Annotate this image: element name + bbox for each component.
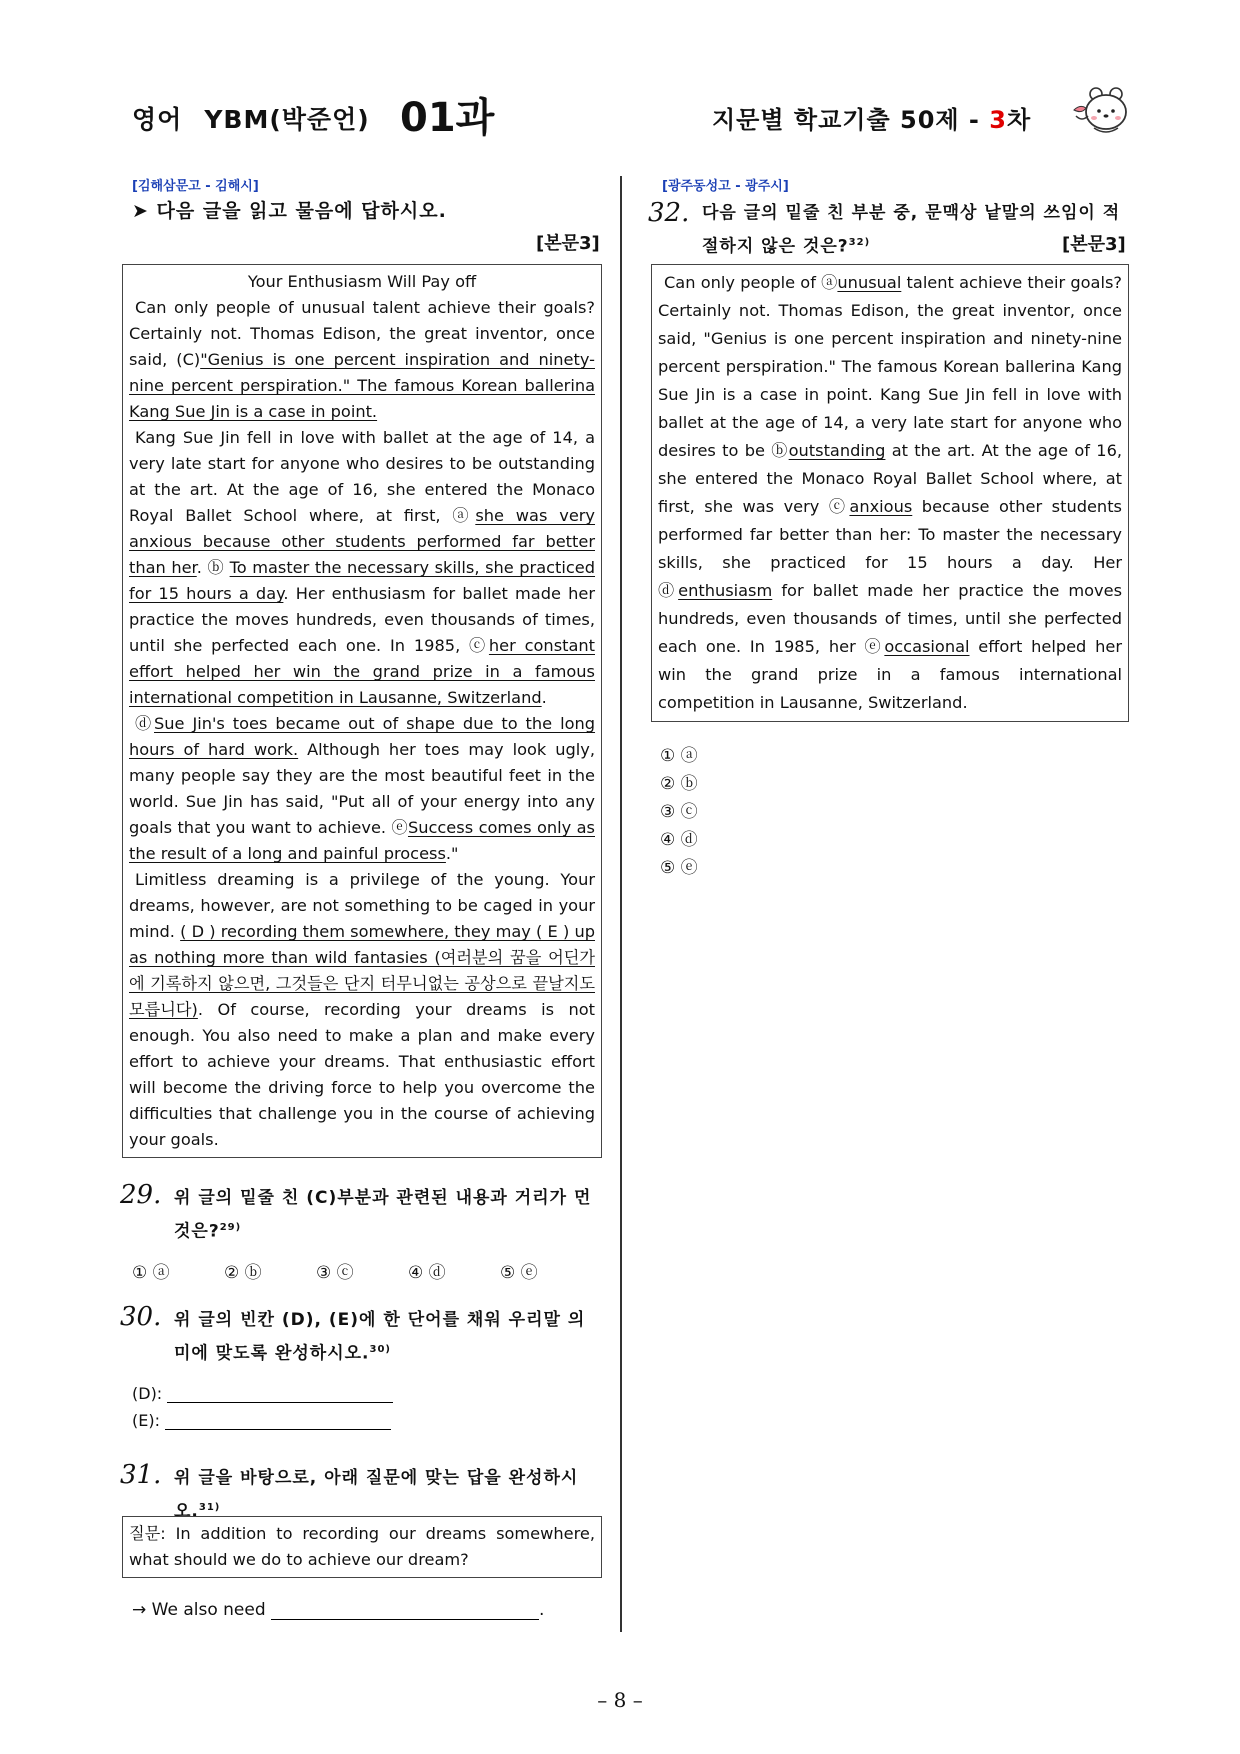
- option[interactable]: ⑤ ⓔ: [660, 858, 698, 878]
- q32-number: 32.: [648, 198, 690, 228]
- q30-blank-e: (E):: [132, 1411, 391, 1430]
- q31-question-box: 질문: In addition to recording our dreams somewhere, what should we do to achieve our dream?: [122, 1516, 602, 1578]
- q32-options: [660, 742, 698, 882]
- option[interactable]: ④ ⓓ: [408, 1263, 446, 1283]
- passage-tag-right: [본문3]: [1062, 234, 1126, 255]
- paragraph-4: Limitless dreaming is a privilege of the young. Your dreams, however, are not something to be caged in your mind. ( D ) recording them somewhere, they may ( E ) up as nothing more than wild fantasies (여러분의 꿈을 어딘가에 기록하지 않으면, 그것들은 단지 터무니없는 공상으로 끝날지도 모릅니다). Of course, recording your dreams is not enough. You also need to make a plan and make every effort to achieve your dreams. That enthusiastic effort will become the driving force to help you overcome the difficulties that challenge you in the course of achieving your goals.: [129, 870, 595, 1149]
- column-divider: [620, 176, 622, 1632]
- option[interactable]: ② ⓑ: [224, 1263, 262, 1283]
- q30-blank-d: (D):: [132, 1384, 393, 1403]
- header-subject-publisher: [132, 100, 370, 136]
- q29-options: [132, 1258, 592, 1283]
- publisher: YBM(박준언): [204, 105, 370, 134]
- q31-number: 31.: [120, 1460, 162, 1490]
- q30-text: 위 글의 빈칸 (D), (E)에 한 단어를 채워 우리말 의미에 맞도록 완성하시오.$^{30)}$: [174, 1310, 586, 1364]
- q30-number: 30.: [120, 1302, 162, 1332]
- q29-number: 29.: [120, 1180, 162, 1210]
- answer-blank-d[interactable]: [167, 1386, 393, 1403]
- round-number: 3: [989, 106, 1007, 134]
- series-title: 지문별 학교기출 50제 - 3차: [712, 106, 1032, 134]
- paragraph-3: ⓓSue Jin's toes became out of shape due to the long hours of hard work. Although her toes may look ugly, many people say they are the most beautiful feet in the world. Sue Jin has said, "Put all of your energy into any goals that you want to achieve. ⓔSuccess comes only as the result of a long and painful process.": [129, 714, 596, 863]
- paragraph: Can only people of ⓐunusual talent achieve their goals? Certainly not. Thomas Edison, the great inventor, once said, "Genius is one percent inspiration and ninety-nine percent perspiration." The famous Korean ballerina Kang Sue Jin is a case in point. Kang Sue Jin fell in love with ballet at the age of 14, a very late start for anyone who desires to be ⓑoutstanding at the art. At the age of 16, she entered the Monaco Royal Ballet School where, at first, she was very ⓒanxious because other students performed far better than her: To master the necessary skills, she practiced for 15 hours a day. Her ⓓenthusiasm for ballet made her practice the moves hundreds, even thousands of times, until she perfected each one. In 1985, her ⓔoccasional effort helped her win the grand prize in a famous international competition in Lausanne, Switzerland.: [658, 273, 1123, 712]
- q31-answer-line: → We also need .: [132, 1600, 545, 1620]
- passage-title: Your Enthusiasm Will Pay off: [247, 272, 477, 291]
- q32-text-line2: 절하지 않은 것은?$^{32)}$: [702, 236, 871, 257]
- subject: 영어: [132, 105, 183, 134]
- page-number: – 8 –: [597, 1688, 643, 1712]
- answer-blank-e[interactable]: [165, 1413, 391, 1430]
- option[interactable]: ① ⓐ: [132, 1263, 170, 1283]
- passage-box-left: [122, 264, 602, 1158]
- q31-text: 위 글을 바탕으로, 아래 질문에 맞는 답을 완성하시오.$^{31)}$: [174, 1468, 579, 1522]
- q29-text: 위 글의 밑줄 친 (C)부분과 관련된 내용과 거리가 먼 것은?$^{29)}$: [174, 1188, 592, 1242]
- answer-blank[interactable]: [271, 1603, 539, 1620]
- instruction: ➤ 다음 글을 읽고 물음에 답하시오.: [132, 200, 447, 222]
- passage-box-right: [651, 264, 1129, 722]
- passage-tag-left: [본문3]: [536, 233, 600, 254]
- option[interactable]: ③ ⓒ: [660, 802, 698, 822]
- q32-text-line1: 다음 글의 밑줄 친 부분 중, 문맥상 낱말의 쓰임이 적: [702, 203, 1121, 223]
- paragraph-2: Kang Sue Jin fell in love with ballet at the age of 14, a very late start for anyone who desires to be outstanding at the art. At the age of 16, she entered the Monaco Royal Ballet School where, at first, ⓐshe was very anxious because other students performed far better than her. ⓑ To master the necessary skills, she practiced for 15 hours a day. Her enthusiasm for ballet made her practice the moves hundreds, even thousands of times, until she perfected each one. In 1985, ⓒher constant effort helped her win the grand prize in a famous international competition in Lausanne, Switzerland.: [129, 428, 596, 707]
- paragraph-1: Can only people of unusual talent achieve their goals? Certainly not. Thomas Edison, the great inventor, once said, (C)"Genius is one percent inspiration and ninety-nine percent perspiration." The famous Korean ballerina Kang Sue Jin is a case in point.: [129, 298, 595, 421]
- school-label-right: [광주동성고 - 광주시]: [662, 179, 789, 194]
- option[interactable]: ③ ⓒ: [316, 1263, 354, 1283]
- school-label-left: [김해삼문고 - 김해시]: [132, 179, 259, 194]
- lesson-title: 01과: [400, 95, 495, 141]
- option[interactable]: ② ⓑ: [660, 774, 698, 794]
- option[interactable]: ① ⓐ: [660, 746, 698, 766]
- option[interactable]: ④ ⓓ: [660, 830, 698, 850]
- bear-mascot-icon: [1072, 86, 1132, 138]
- option[interactable]: ⑤ ⓔ: [500, 1263, 538, 1283]
